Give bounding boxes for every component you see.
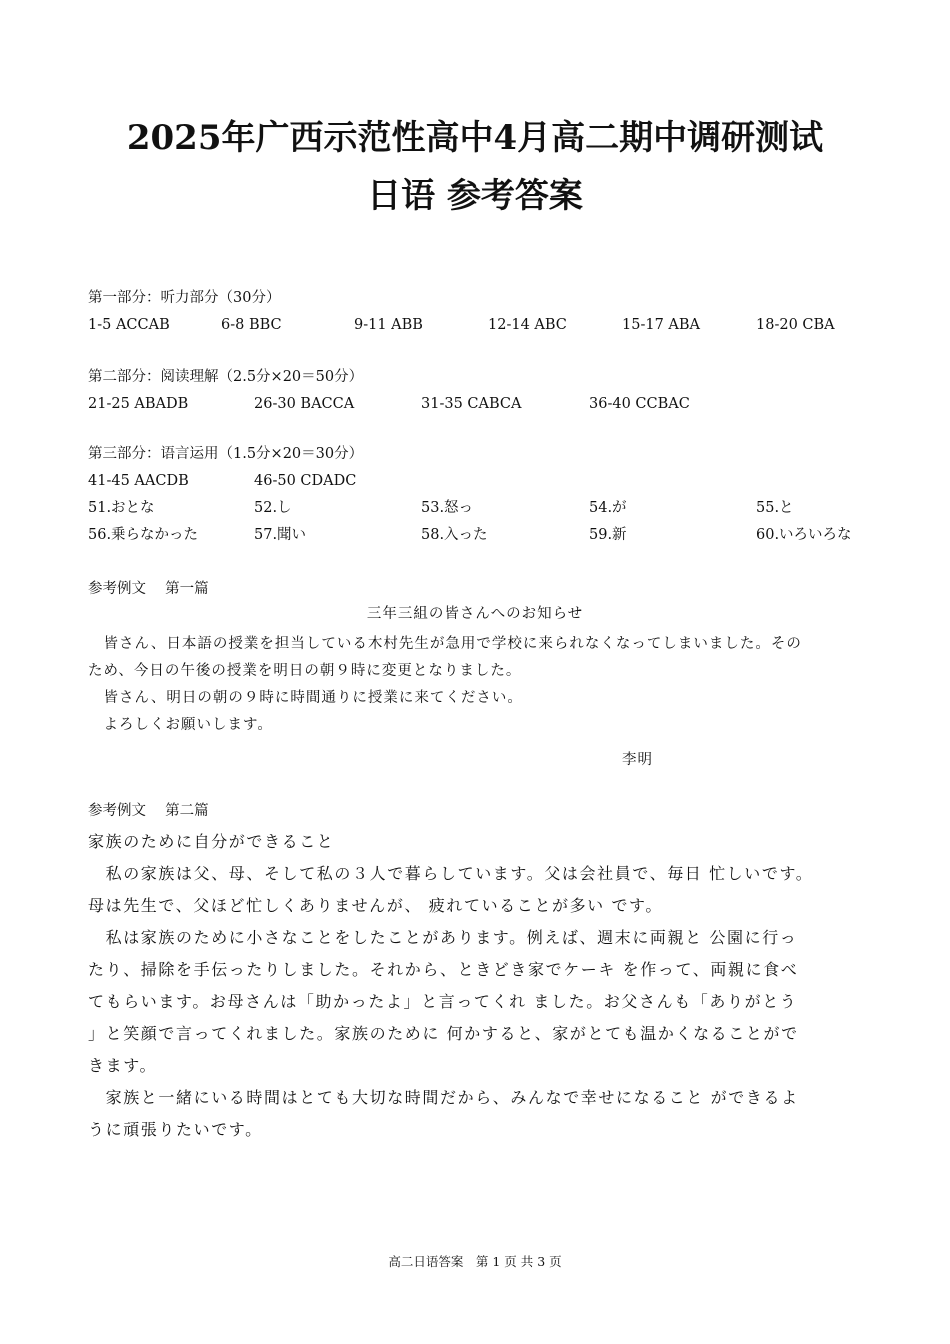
section2-heading: 第二部分：阅读理解（2.5分×20＝50分） [88,369,364,385]
answer-item: 12-14 ABC [488,317,567,333]
answer-item: 31-35 CABCA [421,396,522,412]
essay2-line: うに頑張りたいです。 [88,1120,263,1139]
essay2-line: てもらいます。お母さんは「助かったよ」と言ってくれ ました。お父さんも「ありがとう [88,992,798,1011]
essay1-heading: 参考例文 第一篇 [88,581,209,597]
essay1-title: 三年三組の皆さんへのお知らせ [366,606,584,622]
essay2-line: 」と笑顔で言ってくれました。家族のために 何かすると、家がとても温かくなることがで [88,1024,799,1043]
answer-item: 59.新 [589,527,627,543]
essay2-line: 母は先生で、父ほど忙しくありませんが、 疲れていることが多い です。 [88,896,663,915]
page-title: 2025年广西示范性高中4月高二期中调研测试 [126,118,824,158]
page-footer: 高二日语答案 第 1 页 共 3 页 [388,1254,562,1269]
page-subtitle: 日语 参考答案 [367,176,583,216]
essay2-line: 私は家族のために小さなことをしたことがあります。例えば、週末に両親と 公園に行っ [88,928,798,947]
essay1-line: よろしくお願いします。 [88,717,273,733]
answer-item: 21-25 ABADB [88,396,189,412]
answer-item: 60.いろいろな [756,527,852,543]
answer-item: 26-30 BACCA [254,396,355,412]
essay1-signature: 李明 [622,752,653,768]
essay1-line: 皆さん、日本語の授業を担当している木村先生が急用で学校に来られなくなってしまいました。その [88,636,802,652]
essay1-line: ため、今日の午後の授業を明日の朝９時に変更となりました。 [88,663,522,679]
answer-item: 54.が [589,500,627,516]
section3-heading: 第三部分：语言运用（1.5分×20＝30分） [88,446,364,462]
essay2-line: 家族と一緒にいる時間はとても大切な時間だから、みんなで幸せになること ができるよ [88,1088,799,1107]
essay2-line: たり、掃除を手伝ったりしました。それから、ときどき家でケーキ を作って、両親に食べ [88,960,799,979]
essay2-line: きます。 [88,1056,158,1075]
answer-item: 36-40 CCBAC [589,396,690,412]
answer-item: 41-45 AACDB [88,473,189,489]
answer-item: 57.聞い [254,527,307,543]
answer-item: 1-5 ACCAB [88,317,170,333]
answer-item: 53.怒っ [421,500,474,516]
answer-item: 55.と [756,500,794,516]
essay1-line: 皆さん、明日の朝の９時に時間通りに授業に来てください。 [88,690,523,706]
answer-item: 6-8 BBC [221,317,282,333]
answer-item: 18-20 CBA [756,317,835,333]
essay2-title: 家族のために自分ができること [88,832,335,851]
answer-item: 9-11 ABB [354,317,423,333]
answer-item: 15-17 ABA [622,317,701,333]
answer-item: 46-50 CDADC [254,473,357,489]
section1-heading: 第一部分：听力部分（30分） [88,290,281,306]
essay2-line: 私の家族は父、母、そして私の３人で暮らしています。父は会社員で、毎日 忙しいです。 [88,864,814,883]
answer-item: 51.おとな [88,500,155,516]
answer-item: 56.乗らなかった [88,527,199,543]
answer-item: 58.入った [421,527,488,543]
essay2-heading: 参考例文 第二篇 [88,803,209,819]
answer-item: 52.し [254,500,292,516]
